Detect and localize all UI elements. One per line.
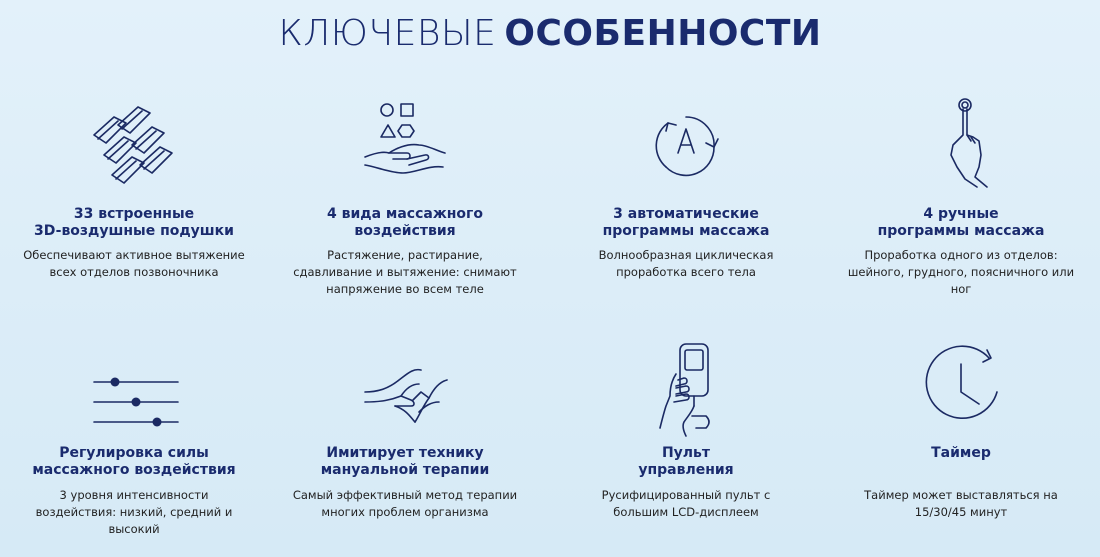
hand-shapes-icon xyxy=(355,95,455,195)
title-bold: ОСОБЕННОСТИ xyxy=(504,13,822,54)
feature-desc: Самый эффективный метод терапии многих проблем организма xyxy=(292,488,518,519)
title-light: КЛЮЧЕВЫЕ xyxy=(278,13,497,54)
feature-desc: Волнообразная циклическая проработка всего тела xyxy=(598,248,774,279)
feature-title: Таймер xyxy=(931,445,991,461)
feature-title: Пульт управления xyxy=(638,445,734,478)
feature-desc: Таймер может выставляться на 15/30/45 минут xyxy=(864,488,1058,519)
feature-desc: 3 уровня интенсивности воздействия: низкий, средний и высокий xyxy=(35,488,233,536)
feature-title: 33 встроенные 3D-воздушные подушки xyxy=(34,206,234,239)
feature-desc: Русифицированный пульт с большим LCD-дисплеем xyxy=(601,488,771,519)
feature-desc: Проработка одного из отделов: шейного, грудного, поясничного или ног xyxy=(847,248,1075,296)
feature-title: 4 ручные программы массажа xyxy=(877,206,1045,239)
feature-title: Регулировка силы массажного воздействия xyxy=(32,445,236,478)
feature-desc: Обеспечивают активное вытяжение всех отделов позвоночника xyxy=(23,248,245,279)
timer-icon xyxy=(911,340,1011,440)
page-title xyxy=(0,10,1100,58)
feature-desc: Растяжение, растирание, сдавливание и вытяжение: снимают напряжение во всем теле xyxy=(293,248,517,296)
massage-hands-icon xyxy=(355,340,455,440)
feature-title: 4 вида массажного воздействия xyxy=(326,206,483,239)
feature-title: 3 автоматические программы массажа xyxy=(602,206,770,239)
auto-program-icon xyxy=(636,95,736,195)
remote-control-icon xyxy=(636,340,736,440)
air-cushions-icon xyxy=(84,95,184,195)
sliders-icon xyxy=(84,340,184,440)
finger-touch-icon xyxy=(911,95,1011,195)
feature-title: Имитирует технику мануальной терапии xyxy=(320,445,490,478)
